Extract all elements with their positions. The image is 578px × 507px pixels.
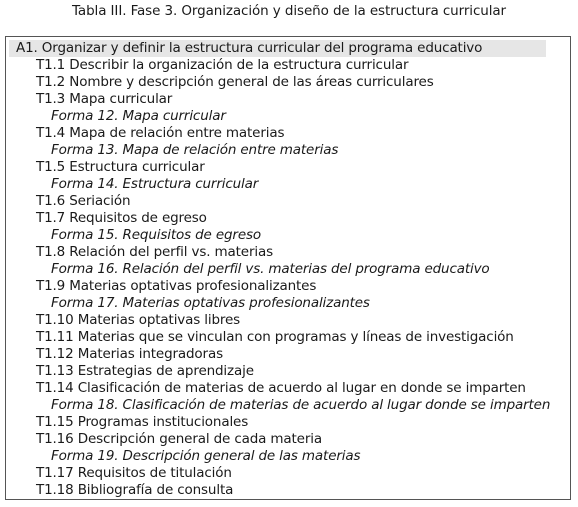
form-item: Forma 16. Relación del perfil vs. materias del programa educativo [51, 261, 490, 277]
task-item: T1.9 Materias optativas profesionalizantes [36, 278, 317, 294]
form-item: Forma 17. Materias optativas profesionalizantes [51, 295, 370, 311]
task-item: T1.2 Nombre y descripción general de las áreas curriculares [36, 74, 434, 90]
activity-header [9, 40, 546, 57]
task-item: T1.16 Descripción general de cada materia [36, 431, 322, 447]
task-list [6, 57, 570, 499]
form-item: Forma 13. Mapa de relación entre materias [51, 142, 339, 158]
form-item: Forma 15. Requisitos de egreso [51, 227, 261, 243]
task-item: T1.5 Estructura curricular [36, 159, 205, 175]
task-item: T1.3 Mapa curricular [36, 91, 173, 107]
table-caption: Tabla III. Fase 3. Organización y diseño de la estructura curricular [71, 3, 507, 19]
task-item: T1.15 Programas institucionales [36, 414, 249, 430]
form-item: Forma 19. Descripción general de las materias [51, 448, 361, 464]
task-item: T1.8 Relación del perfil vs. materias [36, 244, 273, 260]
form-item: Forma 12. Mapa curricular [51, 108, 226, 124]
task-item: T1.17 Requisitos de titulación [36, 465, 232, 481]
task-item: T1.11 Materias que se vinculan con programas y líneas de investigación [36, 329, 514, 345]
activity-label: A1. Organizar y definir la estructura curricular del programa educativo [16, 40, 483, 56]
task-item: T1.13 Estrategias de aprendizaje [36, 363, 254, 379]
task-item: T1.6 Seriación [36, 193, 131, 209]
task-item: T1.14 Clasificación de materias de acuerdo al lugar en donde se imparten [36, 380, 526, 396]
task-item: T1.18 Bibliografía de consulta [36, 482, 234, 498]
task-item: T1.1 Describir la organización de la estructura curricular [36, 57, 409, 73]
form-item: Forma 18. Clasificación de materias de acuerdo al lugar donde se imparten [51, 397, 551, 413]
task-item: T1.4 Mapa de relación entre materias [36, 125, 285, 141]
form-item: Forma 14. Estructura curricular [51, 176, 259, 192]
task-item: T1.7 Requisitos de egreso [36, 210, 207, 226]
task-item: T1.10 Materias optativas libres [36, 312, 241, 328]
curriculum-table [5, 36, 571, 500]
task-item: T1.12 Materias integradoras [36, 346, 223, 362]
